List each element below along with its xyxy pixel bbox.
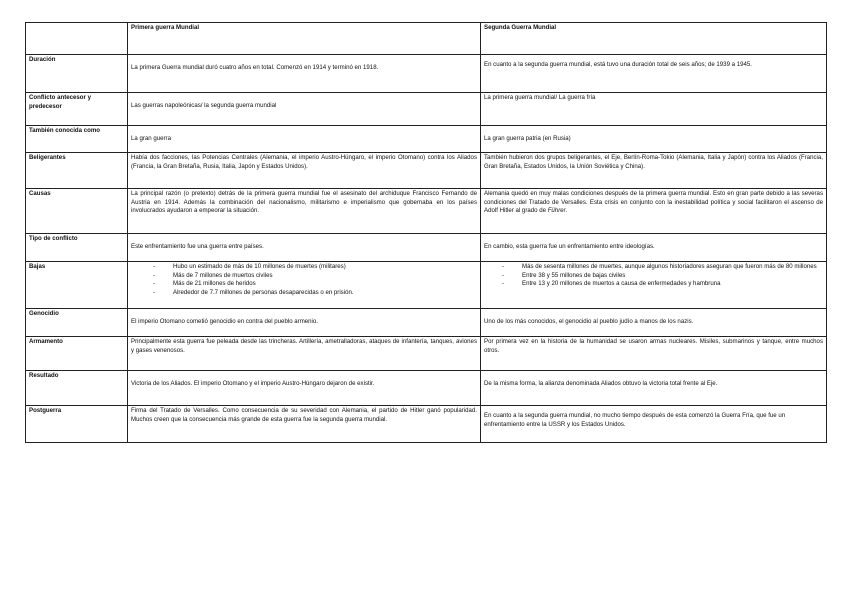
row-label-genocidio: Genocidio (26, 309, 128, 337)
header-ww2: Segunda Guerra Mundial (481, 23, 827, 55)
list-item: - Alrededor de 7.7 millones de personas desaparecidas o en prisión. (173, 289, 477, 298)
table-row (26, 406, 827, 443)
cell-tambien-ww2: La gran guerra patria (en Rusia) (481, 126, 827, 153)
table-row (26, 55, 827, 93)
header-empty-cell (26, 23, 128, 55)
row-label-resultado: Resultado (26, 371, 128, 406)
cell-armamento-ww2: Por primera vez en la historia de la humanidad se usaron armas nucleares. Misiles, submarinos y tanque, entre muchos otros. (481, 337, 827, 371)
cell-causas-ww1: La principal razón (o pretexto) detrás de la primera guerra mundial fue el asesinato del archiduque Francisco Fernando de Austria en 1914. Además la combinación del nacionalismo, militarismo e imperialismo que gobernaba en los países involucrados ayudaron a empeorar la situación. (128, 189, 481, 234)
cell-resultado-ww2: De la misma forma, la alianza denominada Aliados obtuvo la victoria total frente al Eje. (481, 371, 827, 406)
table-row (26, 189, 827, 234)
row-label-postguerra: Postguerra (26, 406, 128, 443)
cell-causas-ww2 (481, 189, 827, 234)
list-item: - Más de 7 millones de muertos civiles (173, 272, 477, 281)
cell-tipo-ww2: En cambio, esta guerra fue un enfrentamiento entre ideologías. (481, 234, 827, 262)
row-label-causas: Causas (26, 189, 128, 234)
row-label-bajas: Bajas (26, 262, 128, 309)
header-ww1: Primera guerra Mundial (128, 23, 481, 55)
cell-duracion-ww1: La primera Guerra mundial duró cuatro años en total. Comenzó en 1914 y terminó en 1918. (128, 55, 481, 93)
cell-beligerantes-ww1: Había dos facciones, las Potencias Centrales (Alemania, el imperio Austro-Húngaro, el imperio Otomano) contra los Aliados (Francia, la Gran Bretaña, Rusia, Italia, Japón y Estados Unidos). (128, 153, 481, 189)
table-row (26, 93, 827, 126)
row-label-duracion: Duración (26, 55, 128, 93)
table-row (26, 371, 827, 406)
cell-postguerra-ww2: En cuanto a la segunda guerra mundial, no mucho tiempo después de esta comenzó la Guerra Fría, que fue un enfrentamiento entre la USSR y los Estados Unidos. (481, 406, 827, 443)
cell-resultado-ww1: Victoria de los Aliados. El imperio Otomano y el imperio Austro-Húngaro dejaron de existir. (128, 371, 481, 406)
bajas-ww1-list (131, 263, 477, 297)
cell-bajas-ww1 (128, 262, 481, 309)
cell-genocidio-ww1: El imperio Otomano cometió genocidio en contra del pueblo armenio. (128, 309, 481, 337)
cell-beligerantes-ww2: También hubieron dos grupos beligerantes, el Eje, Berlín-Roma-Tokio (Alemania, Italia y Japón) contra los Aliados (Francia, Gran Bretaña, Estados Unidos, la Unión Soviética y China). (481, 153, 827, 189)
table-row (26, 153, 827, 189)
cell-duracion-ww2: En cuanto a la segunda guerra mundial, está tuvo una duración total de seis años; de 1939 a 1945. (481, 55, 827, 93)
table-row (26, 234, 827, 262)
cell-genocidio-ww2: Uno de los más conocidos, el genocidio al pueblo judío a manos de los nazis. (481, 309, 827, 337)
bajas-ww2-list (484, 263, 823, 289)
header-row (26, 23, 827, 55)
list-item: - Entre 13 y 20 millones de muertos a causa de enfermedades y hambruna (522, 280, 823, 289)
table-row (26, 262, 827, 309)
row-label-conflicto: Conflicto antecesor y predecesor (26, 93, 128, 126)
row-label-armamento: Armamento (26, 337, 128, 371)
list-item: - Hubo un estimado de más de 10 millones de muertes (militares) (173, 263, 477, 272)
row-label-beligerantes: Beligerantes (26, 153, 128, 189)
list-item: - Más de 21 millones de heridos (173, 280, 477, 289)
table-row (26, 337, 827, 371)
causas-ww2-text: Alemania quedó en muy malas condiciones después de la primera guerra mundial. Esto en gran parte debido a las severas condiciones del Tratado de Versalles. Esta crisis en conjunto con la inestabilidad política y social facilitaron el ascenso de Adolf Hitler al grado de (484, 190, 823, 215)
list-item: - Más de sesenta millones de muertes, aunque algunos historiadores aseguran que fueron más de 80 millones (522, 263, 823, 272)
cell-conflicto-ww2: La primera guerra mundial/ La guerra fría (481, 93, 827, 126)
comparison-table (25, 22, 827, 443)
fuhrer-term: Führer (547, 207, 566, 215)
list-item: - Entre 38 y 55 millones de bajas civiles (522, 272, 823, 281)
table-row (26, 309, 827, 337)
cell-bajas-ww2 (481, 262, 827, 309)
cell-tipo-ww1: Este enfrentamiento fue una guerra entre países. (128, 234, 481, 262)
cell-armamento-ww1: Principalmente esta guerra fue peleada desde las trincheras. Artillería, ametralladoras, ataques de infantería, tanques, aviones y gases venenosos. (128, 337, 481, 371)
table-row (26, 126, 827, 153)
row-label-tambien: También conocida como (26, 126, 128, 153)
row-label-tipo: Tipo de conflicto (26, 234, 128, 262)
cell-conflicto-ww1: Las guerras napoleónicas/ la segunda guerra mundial (128, 93, 481, 126)
cell-tambien-ww1: La gran guerra (128, 126, 481, 153)
cell-postguerra-ww1: Firma del Tratado de Versalles. Como consecuencia de su severidad con Alemania, el partido de Hitler ganó popularidad. Muchos creen que la consecuencia más grande de esta guerra fue la segunda guerra mundial. (128, 406, 481, 443)
causas-ww2-end: . (565, 207, 568, 215)
